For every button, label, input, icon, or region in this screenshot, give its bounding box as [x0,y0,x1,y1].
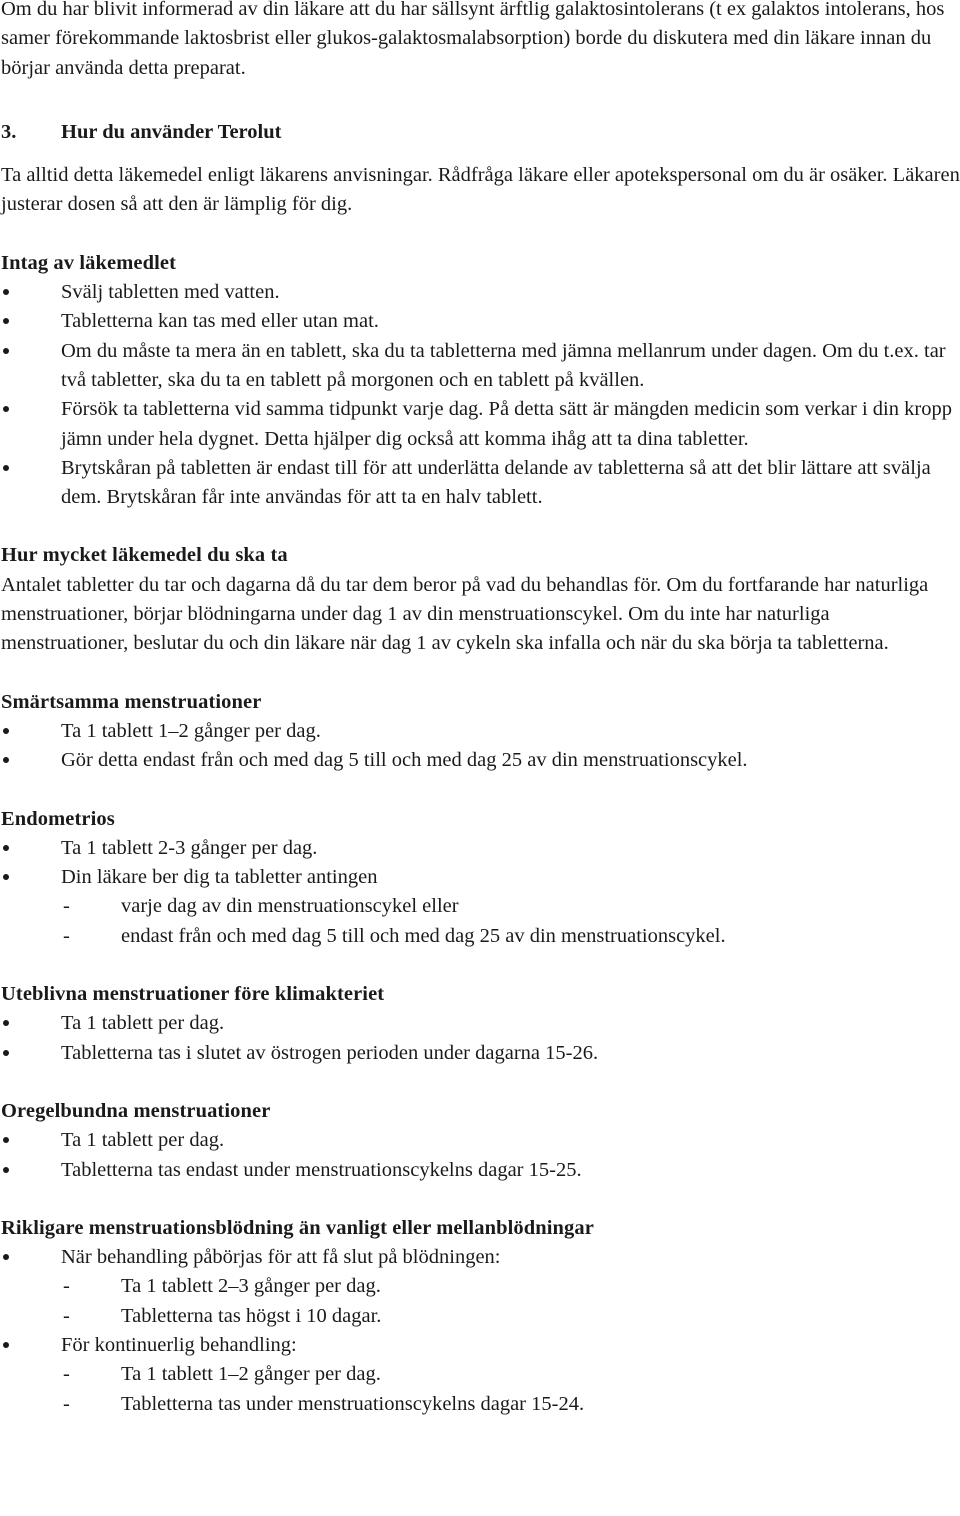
list-item: Gör detta endast från och med dag 5 till och med dag 25 av din menstruationscykel. [1,746,960,775]
painful-menstruation-heading: Smärtsamma menstruationer [1,690,262,713]
dash-marker: - [63,924,70,947]
list-item: För kontinuerlig behandling: [1,1331,960,1360]
irregular-menstruation-list [1,1126,960,1185]
dosage-heading: Hur mycket läkemedel du ska ta [1,544,288,567]
sub-list-text: endast från och med dag 5 till och med dag 25 av din menstruationscykel. [121,924,726,947]
section-3-title [1,118,960,147]
painful-menstruation-section [1,688,960,776]
irregular-menstruation-section [1,1097,960,1185]
list-item: Ta 1 tablett per dag. [1,1126,960,1155]
section-3-lead: Ta alltid detta läkemedel enligt läkarens anvisningar. Rådfråga läkare eller apotekspersonal om du är osäker. Läkaren justerar dosen så att den är lämplig för dig. [1,164,960,216]
irregular-menstruation-heading: Oregelbundna menstruationer [1,1099,271,1122]
dash-marker: - [63,895,70,918]
sub-list-text: Tabletterna tas högst i 10 dagar. [121,1304,382,1327]
list-item: Ta 1 tablett per dag. [1,1009,960,1038]
amenorrhea-heading: Uteblivna menstruationer före klimakteriet [1,983,385,1006]
sub-list-text: Ta 1 tablett 2–3 gånger per dag. [121,1275,381,1298]
sub-list-text: varje dag av din menstruationscykel eller [121,895,459,918]
list-item: Svälj tabletten med vatten. [1,278,960,307]
sub-list-text: Ta 1 tablett 1–2 gånger per dag. [121,1363,381,1386]
sub-list-item [1,1360,960,1389]
sub-list-item [1,1272,960,1301]
heavy-bleeding-list-2 [1,1331,960,1360]
list-item: Brytskåran på tabletten är endast till för att underlätta delande av tabletterna så att det blir lättare att svälja dem. Brytskåran får inte användas för att ta en halv tablett. [1,454,960,513]
list-item: Försök ta tabletterna vid samma tidpunkt varje dag. På detta sätt är mängden medicin som verkar i din kropp jämn under hela dygnet. Detta hjälper dig också att komma ihåg att ta dina tabletter. [1,395,960,454]
list-item: Din läkare ber dig ta tabletter antingen [1,863,960,892]
intake-section [1,249,960,513]
sub-list-item [1,1302,960,1331]
list-item: Tabletterna tas i slutet av östrogen perioden under dagarna 15-26. [1,1039,960,1068]
heavy-bleeding-sublist-2 [1,1360,960,1419]
intake-heading: Intag av läkemedlet [1,251,176,274]
heavy-bleeding-heading: Rikligare menstruationsblödning än vanligt eller mellanblödningar [1,1216,594,1239]
list-item: När behandling påbörjas för att få slut på blödningen: [1,1243,960,1272]
intro-paragraph: Om du har blivit informerad av din läkare att du har sällsynt ärftlig galaktosintolerans (t ex galaktos intolerans, hos samer förekommande laktosbrist eller glukos-galaktosmalabsorption) borde du diskutera med din läkare innan du börjar använda detta preparat. [1,0,945,79]
heavy-bleeding-sublist-1 [1,1272,960,1331]
painful-menstruation-list [1,717,960,776]
list-item: Tabletterna tas endast under menstruationscykelns dagar 15-25. [1,1156,960,1185]
list-item: Ta 1 tablett 2-3 gånger per dag. [1,834,960,863]
dosage-text: Antalet tabletter du tar och dagarna då du tar dem beror på vad du behandlas för. Om du fortfarande har naturliga menstruationer, börjar blödningarna under dag 1 av din menstruationscykel. Om du inte har naturliga menstruationer, beslutar du och din läkare när dag 1 av cykeln ska infalla och när du ska börja ta tabletterna. [1,573,929,655]
endometriosis-sublist [1,892,960,951]
endometriosis-list [1,834,960,893]
dash-marker: - [63,1304,70,1327]
sub-list-item [1,1390,960,1419]
dash-marker: - [63,1392,70,1415]
section-title-text: Hur du använder Terolut [61,120,282,143]
heavy-bleeding-section [1,1214,960,1419]
amenorrhea-section [1,980,960,1068]
sub-list-item [1,892,960,921]
sub-list-text: Tabletterna tas under menstruationscykelns dagar 15-24. [121,1392,585,1415]
dosage-section [1,541,960,658]
list-item: Ta 1 tablett 1–2 gånger per dag. [1,717,960,746]
dash-marker: - [63,1363,70,1386]
amenorrhea-list [1,1009,960,1068]
list-item: Tabletterna kan tas med eller utan mat. [1,307,960,336]
list-item: Om du måste ta mera än en tablett, ska du ta tabletterna med jämna mellanrum under dagen. Om du t.ex. tar två tabletter, ska du ta en tablett på morgonen och en tablett på kvällen. [1,337,960,396]
endometriosis-section [1,805,960,951]
intake-list [1,278,960,512]
section-number: 3. [1,120,17,143]
sub-list-item [1,922,960,951]
heavy-bleeding-list-1 [1,1243,960,1272]
endometriosis-heading: Endometrios [1,807,115,830]
dash-marker: - [63,1275,70,1298]
